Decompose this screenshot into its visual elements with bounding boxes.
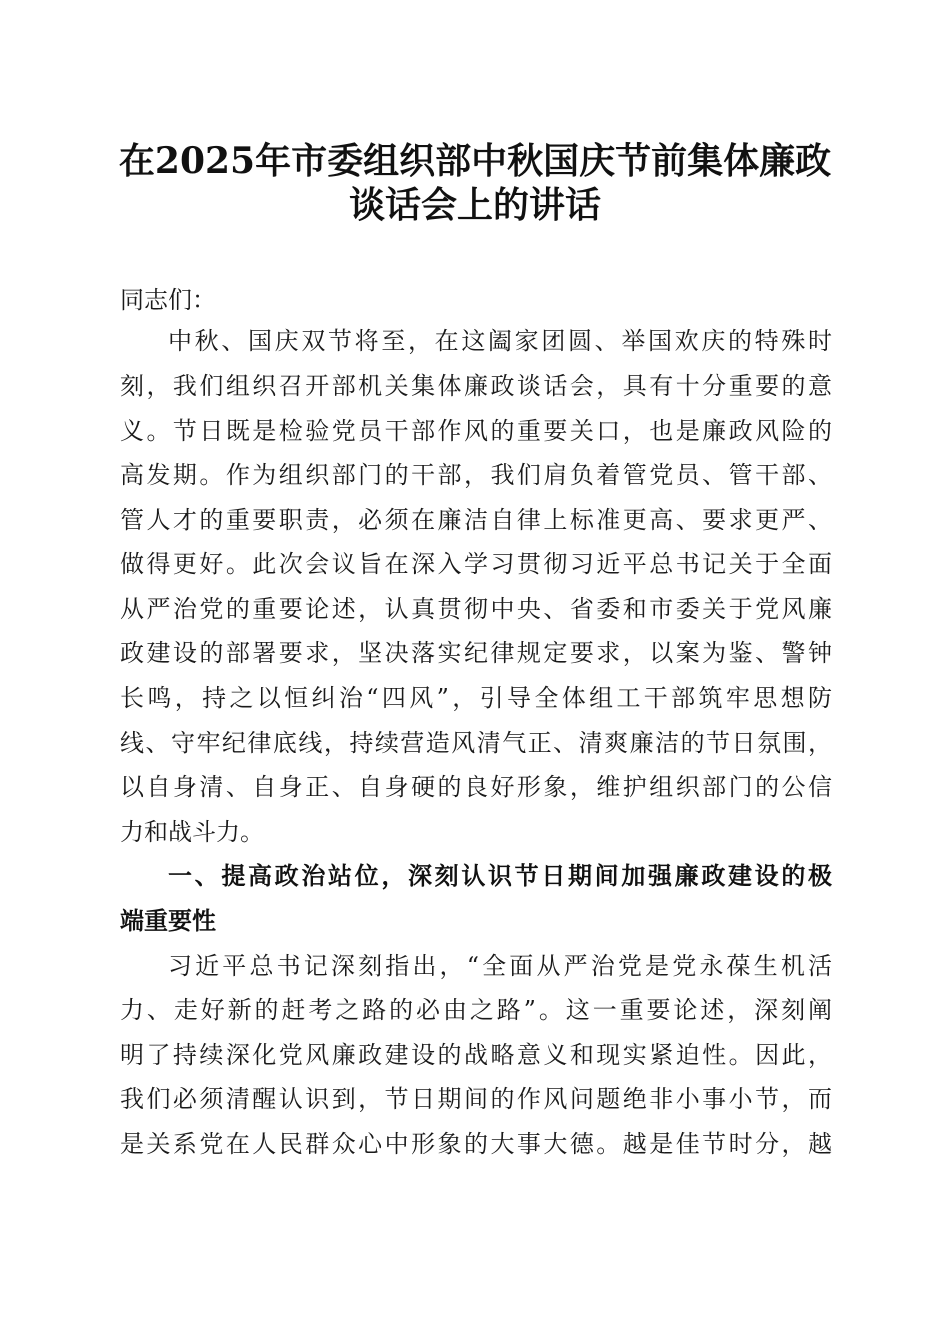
section-heading-1-line-2: 端重要性 — [120, 907, 216, 935]
paragraph-1-line: 义。节日既是检验党员干部作风的重要关口，也是廉政风险的 — [120, 417, 832, 445]
paragraph-1-line: 线、守牢纪律底线，持续营造风清气正、清爽廉洁的节日氛围， — [120, 729, 832, 757]
paragraph-1-line: 力和战斗力。 — [120, 818, 264, 846]
paragraph-2-line: 是关系党在人民群众心中形象的大事大德。越是佳节时分，越 — [120, 1130, 832, 1158]
paragraph-1-line: 以自身清、自身正、自身硬的良好形象，维护组织部门的公信 — [120, 773, 832, 801]
salutation: 同志们： — [120, 286, 216, 314]
paragraph-2-line: 力、走好新的赶考之路的必由之路”。这一重要论述，深刻阐 — [120, 996, 832, 1024]
paragraph-1-line: 刻，我们组织召开部机关集体廉政谈话会，具有十分重要的意 — [120, 372, 832, 400]
paragraph-1-line: 管人才的重要职责，必须在廉洁自律上标准更高、要求更严、 — [120, 506, 832, 534]
paragraph-1-line: 中秋、国庆双节将至，在这阖家团圆、举国欢庆的特殊时 — [168, 327, 832, 355]
document-title-line-1: 在2025年市委组织部中秋国庆节前集体廉政 — [118, 140, 832, 182]
paragraph-2-line: 习近平总书记深刻指出，“全面从严治党是党永葆生机活 — [168, 952, 832, 980]
paragraph-1-line: 政建设的部署要求，坚决落实纪律规定要求，以案为鉴、警钟 — [120, 639, 832, 667]
paragraph-1-line: 长鸣，持之以恒纠治“四风”，引导全体组工干部筑牢思想防 — [120, 684, 832, 712]
paragraph-2-line: 明了持续深化党风廉政建设的战略意义和现实紧迫性。因此， — [120, 1041, 832, 1069]
document-title-line-2: 谈话会上的讲话 — [348, 184, 601, 226]
section-heading-1-line-1: 一、提高政治站位，深刻认识节日期间加强廉政建设的极 — [168, 862, 832, 890]
paragraph-2-line: 我们必须清醒认识到，节日期间的作风问题绝非小事小节，而 — [120, 1085, 832, 1113]
paragraph-1-line: 从严治党的重要论述，认真贯彻中央、省委和市委关于党风廉 — [120, 595, 832, 623]
paragraph-1-line: 高发期。作为组织部门的干部，我们肩负着管党员、管干部、 — [120, 461, 832, 489]
paragraph-1-line: 做得更好。此次会议旨在深入学习贯彻习近平总书记关于全面 — [120, 550, 832, 578]
